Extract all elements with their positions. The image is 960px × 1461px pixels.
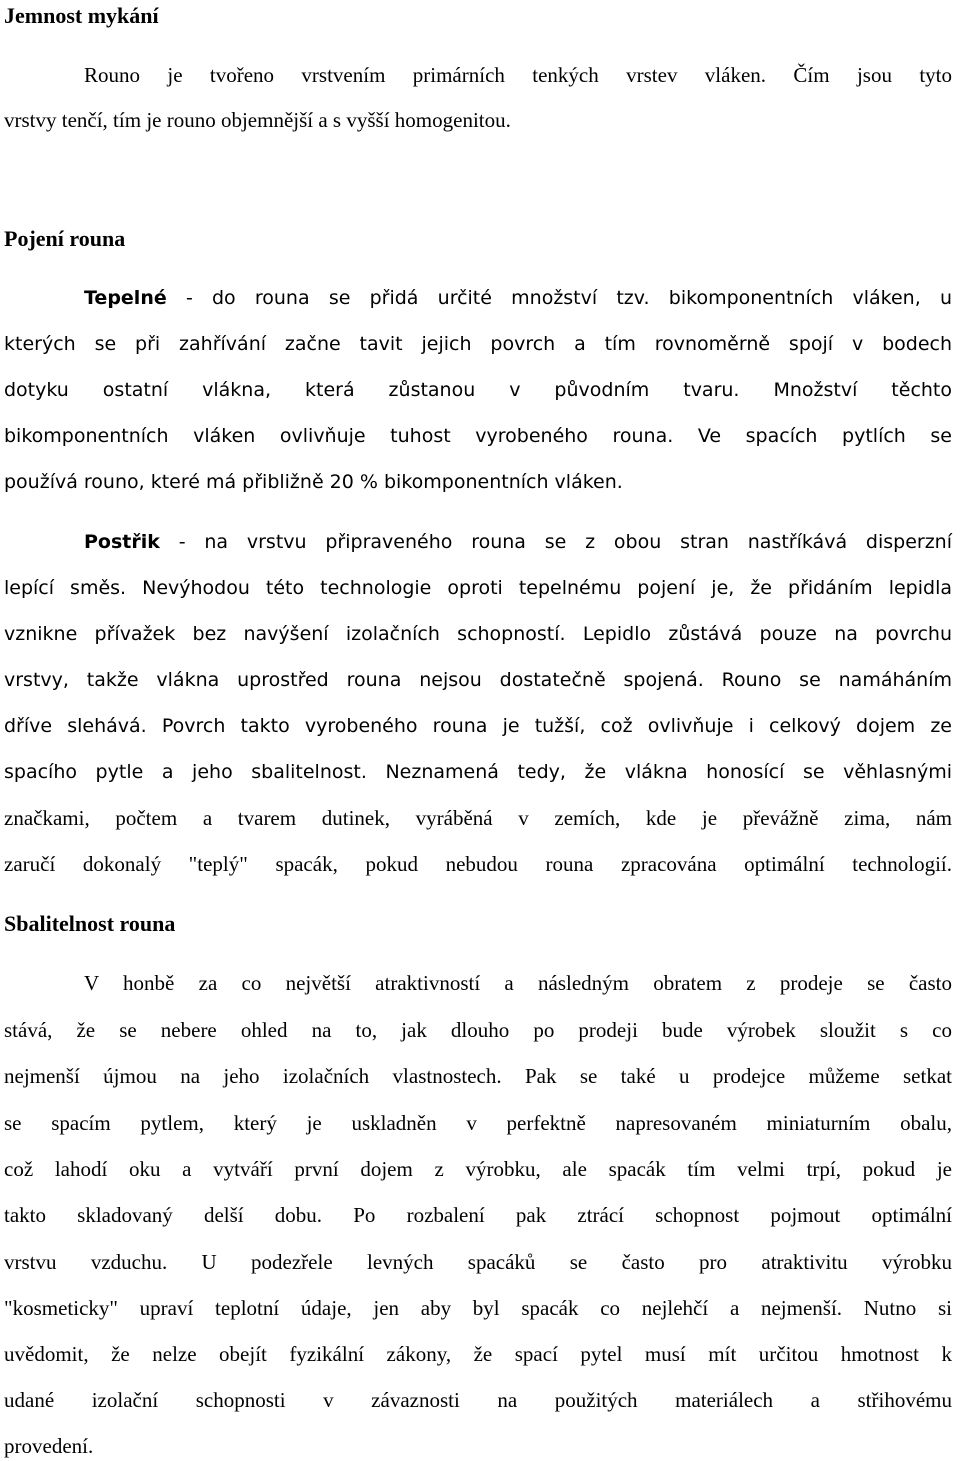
heading-pojeni-rouna: Pojení rouna <box>4 226 126 251</box>
paragraph-line: používá rouno, které má přibližně 20 % bikomponentních vláken. <box>4 471 623 493</box>
text-span: bikomponentních vláken ovlivňuje tuhost vyrobeného rouna. <box>4 425 674 447</box>
paragraph-line <box>4 621 952 647</box>
text-span: vrstvy, takže vlákna uprostřed rouna nejsou dostatečně spojená. <box>4 669 704 691</box>
text-span: Množství těchto <box>739 379 953 401</box>
paragraph-line: "kosmeticky" upraví teplotní údaje, jen aby byl spacák co nejlehčí a nejmenší. Nutno si <box>4 1296 952 1320</box>
paragraph-line <box>4 667 952 693</box>
paragraph-line <box>4 759 952 785</box>
paragraph-line: značkami, počtem a tvarem dutinek, vyráběná v zemích, kde je převážně zima, nám <box>4 806 952 830</box>
text-span: - na vrstvu připraveného rouna se z obou stran nastříkává disperzní <box>159 531 952 553</box>
text-span: Nevýhodou této technologie oproti tepelnému pojení je, že přidáním lepidla <box>126 577 952 599</box>
text-span: lepící směs. <box>4 577 127 599</box>
paragraph-line: se spacím pytlem, který je uskladněn v perfektně napresovaném miniaturním obalu, <box>4 1111 952 1135</box>
text-span: Povrch takto vyrobeného rouna je tužší, což ovlivňuje i celkový dojem ze <box>146 715 952 737</box>
text-span: vznikne přívažek bez navýšení izolačních schopností. <box>4 623 566 645</box>
paragraph-line <box>4 575 952 601</box>
paragraph-line: vrstvu vzduchu. U podezřele levných spacáků se často pro atraktivitu výrobku <box>4 1250 952 1274</box>
paragraph-line: provedení. <box>4 1434 94 1458</box>
text-span: Rouno se namáháním <box>703 669 952 691</box>
term-tepelne: Tepelné <box>84 287 167 309</box>
paragraph-line: kterých se při zahřívání začne tavit jejich povrch a tím rovnoměrně spojí v bodech <box>4 333 952 355</box>
text-span: spacího pytle a jeho sbalitelnost. <box>4 761 367 783</box>
text-span: Neznamená tedy, že vlákna honosící se věhlasnými <box>366 761 952 783</box>
paragraph-line: což lahodí oku a vytváří první dojem z výrobku, ale spacák tím velmi trpí, pokud je <box>4 1157 952 1181</box>
term-postrik: Postřik <box>84 531 160 553</box>
text-span: Ve spacích pytlích se <box>673 425 952 447</box>
paragraph-line: Rouno je tvořeno vrstvením primárních tenkých vrstev vláken. Čím jsou tyto <box>84 63 952 87</box>
paragraph-line: V honbě za co největší atraktivností a následným obratem z prodeje se často <box>84 971 952 995</box>
paragraph-line <box>4 377 952 403</box>
text-span: Lepidlo zůstává pouze na povrchu <box>565 623 952 645</box>
paragraph-line: stává, že se nebere ohled na to, jak dlouho po prodeji bude výrobek sloužit s co <box>4 1018 952 1042</box>
text-span: dříve slehává. <box>4 715 147 737</box>
paragraph-line: zaručí dokonalý "teplý" spacák, pokud nebudou rouna zpracována optimální technologií. <box>4 852 952 876</box>
paragraph-line <box>84 285 952 311</box>
paragraph-line <box>4 423 952 449</box>
paragraph-line <box>4 713 952 739</box>
paragraph-line: uvědomit, že nelze obejít fyzikální zákony, že spací pytel musí mít určitou hmotnost k <box>4 1342 952 1366</box>
paragraph-line: takto skladovaný delší dobu. Po rozbalení pak ztrácí schopnost pojmout optimální <box>4 1203 952 1227</box>
heading-sbalitelnost-rouna: Sbalitelnost rouna <box>4 911 176 936</box>
text-span: dotyku ostatní vlákna, která zůstanou v původním tvaru. <box>4 379 740 401</box>
paragraph-line: vrstvy tenčí, tím je rouno objemnější a s vyšší homogenitou. <box>4 108 511 132</box>
paragraph-line <box>84 529 952 555</box>
paragraph-line: udané izolační schopnosti v závaznosti na použitých materiálech a střihovému <box>4 1388 952 1412</box>
text-span: - do rouna se přidá určité množství tzv. bikomponentních vláken, u <box>166 287 952 309</box>
paragraph-line: nejmenší újmou na jeho izolačních vlastnostech. Pak se také u prodejce můžeme setkat <box>4 1064 952 1088</box>
heading-jemnost-mykani: Jemnost mykání <box>4 3 159 28</box>
